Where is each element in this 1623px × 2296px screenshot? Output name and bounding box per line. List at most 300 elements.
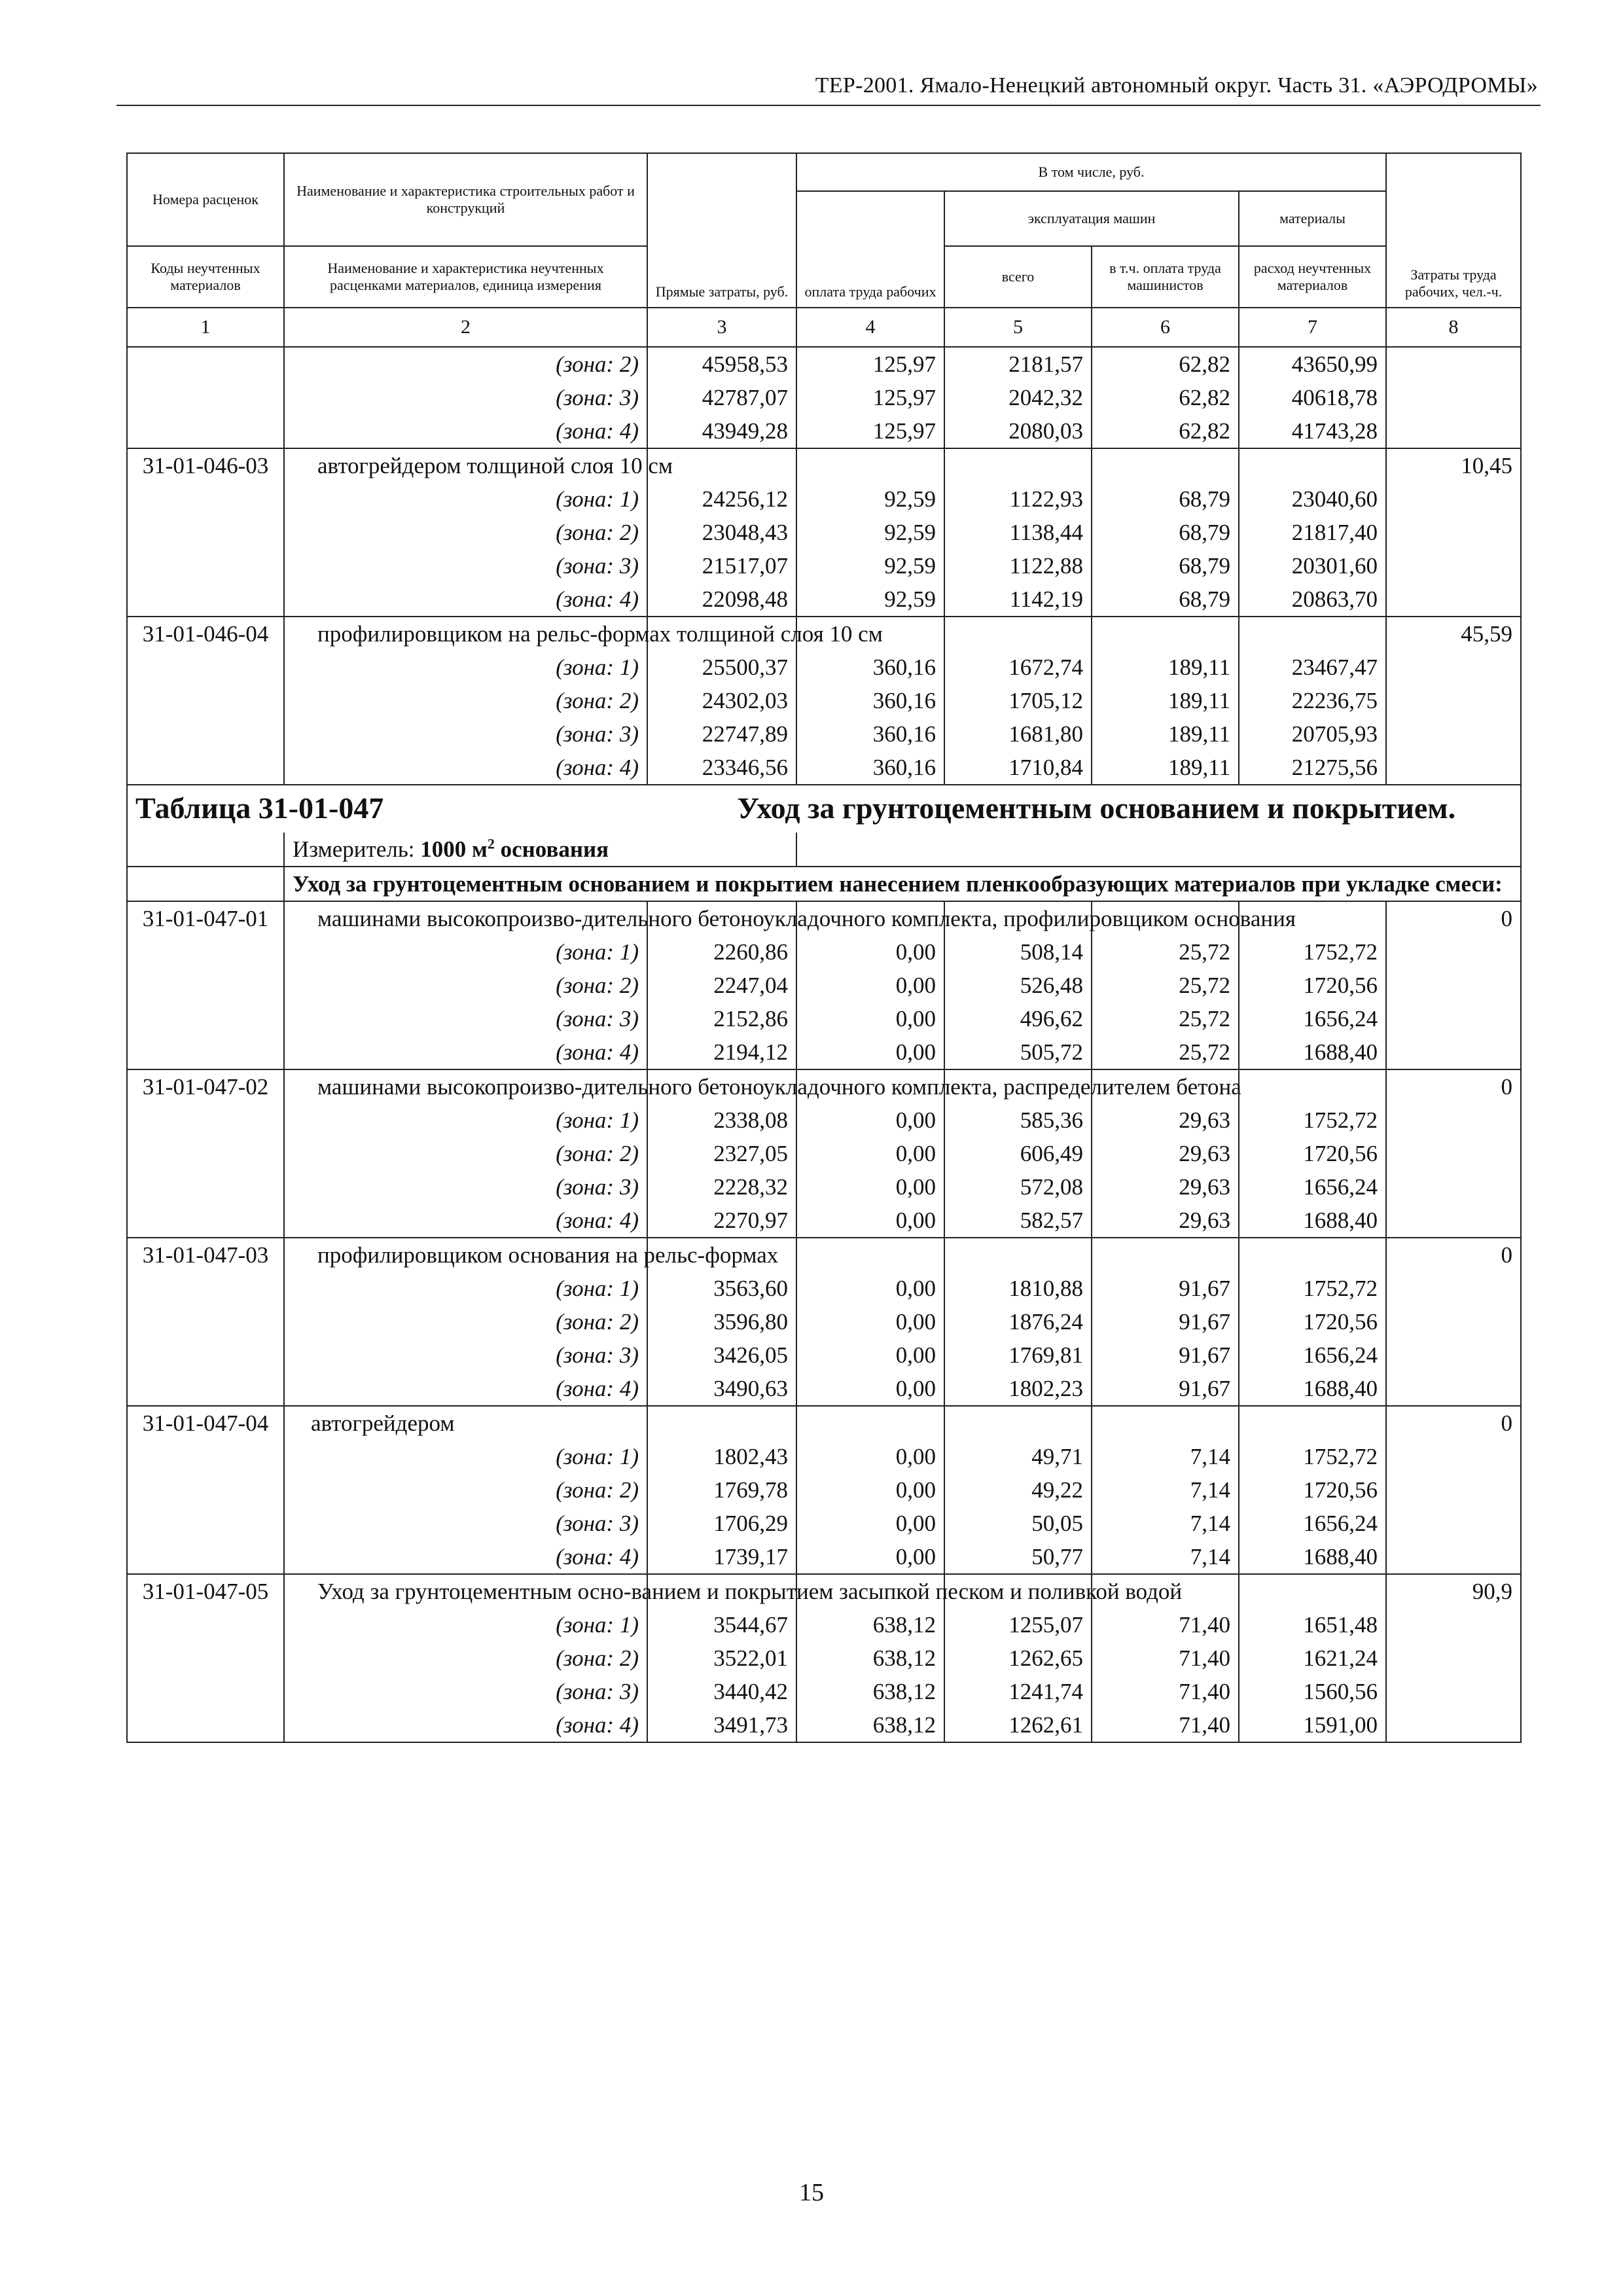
table-row (127, 1641, 1521, 1675)
value-cell: 23467,47 (1239, 651, 1386, 684)
table-row (127, 935, 1521, 969)
value-cell: 22236,75 (1239, 684, 1386, 717)
value-cell: 0,00 (796, 1440, 944, 1473)
empty-cell (796, 1238, 944, 1272)
value-cell: 2260,86 (647, 935, 796, 969)
empty-cell (1386, 969, 1521, 1002)
empty-cell (127, 583, 284, 617)
value-cell: 7,14 (1092, 1473, 1239, 1507)
empty-cell (1386, 1641, 1521, 1675)
value-cell: 71,40 (1092, 1675, 1239, 1708)
table-row (127, 901, 1521, 935)
zone-label: (зона: 3) (284, 1675, 647, 1708)
empty-cell (1092, 1238, 1239, 1272)
value-cell: 29,63 (1092, 1204, 1239, 1238)
table-row (127, 583, 1521, 617)
header-machines-labor: в т.ч. оплата труда машинистов (1092, 246, 1239, 308)
page-number: 15 (799, 2179, 824, 2206)
value-cell: 50,77 (944, 1540, 1092, 1574)
zone-label: (зона: 2) (284, 1305, 647, 1338)
value-cell: 508,14 (944, 935, 1092, 969)
empty-cell (127, 1473, 284, 1507)
empty-cell (1386, 381, 1521, 414)
value-cell: 1688,40 (1239, 1372, 1386, 1406)
value-cell: 43949,28 (647, 414, 796, 448)
value-cell: 1672,74 (944, 651, 1092, 684)
value-cell: 1681,80 (944, 717, 1092, 751)
page-header-title: ТЕР-2001. Ямало-Ненецкий автономный округ. Часть 31. «АЭРОДРОМЫ» (815, 73, 1538, 98)
empty-cell (1386, 1103, 1521, 1137)
table-row (127, 684, 1521, 717)
value-cell: 21275,56 (1239, 751, 1386, 785)
table-row (127, 1069, 1521, 1103)
value-cell: 2042,32 (944, 381, 1092, 414)
value-cell: 50,05 (944, 1507, 1092, 1540)
zone-label: (зона: 4) (284, 1708, 647, 1742)
header-num: 4 (796, 308, 944, 347)
value-cell: 2327,05 (647, 1137, 796, 1170)
value-cell: 189,11 (1092, 751, 1239, 785)
empty-cell (796, 1406, 944, 1440)
value-cell: 92,59 (796, 549, 944, 583)
empty-cell (1386, 347, 1521, 381)
empty-cell (1386, 1507, 1521, 1540)
empty-cell (127, 1272, 284, 1305)
value-cell: 25,72 (1092, 935, 1239, 969)
table-row (127, 1103, 1521, 1137)
value-cell: 1656,24 (1239, 1507, 1386, 1540)
value-cell: 1262,61 (944, 1708, 1092, 1742)
value-cell: 0,00 (796, 1035, 944, 1069)
empty-cell (1239, 1574, 1386, 1608)
value-cell: 125,97 (796, 414, 944, 448)
empty-cell (127, 516, 284, 549)
table-row (127, 1540, 1521, 1574)
empty-cell (1386, 717, 1521, 751)
value-cell: 3490,63 (647, 1372, 796, 1406)
value-cell: 24256,12 (647, 482, 796, 516)
zone-label: (зона: 2) (284, 969, 647, 1002)
value-cell: 638,12 (796, 1708, 944, 1742)
table-row (127, 969, 1521, 1002)
header-num: 5 (944, 308, 1092, 347)
table-row (127, 1574, 1521, 1608)
value-cell: 1705,12 (944, 684, 1092, 717)
value-cell: 62,82 (1092, 381, 1239, 414)
empty-cell (127, 1204, 284, 1238)
value-cell: 2181,57 (944, 347, 1092, 381)
empty-cell (127, 1507, 284, 1540)
value-cell: 3544,67 (647, 1608, 796, 1641)
value-cell: 1720,56 (1239, 1137, 1386, 1170)
value-cell: 638,12 (796, 1641, 944, 1675)
table-row (127, 1170, 1521, 1204)
empty-cell (127, 381, 284, 414)
labor-cost: 0 (1386, 901, 1521, 935)
table-body-bottom (127, 901, 1521, 1742)
value-cell: 582,57 (944, 1204, 1092, 1238)
measure-spacer (127, 833, 284, 867)
empty-cell (127, 751, 284, 785)
empty-cell (1386, 1608, 1521, 1641)
value-cell: 20705,93 (1239, 717, 1386, 751)
rate-name: профилировщиком на рельс-формах толщиной слоя 10 см (284, 617, 647, 651)
rate-code: 31-01-047-04 (127, 1406, 284, 1440)
value-cell: 68,79 (1092, 583, 1239, 617)
value-cell: 25,72 (1092, 1035, 1239, 1069)
value-cell: 2080,03 (944, 414, 1092, 448)
value-cell: 1688,40 (1239, 1540, 1386, 1574)
measure-spacer (796, 833, 1521, 867)
value-cell: 189,11 (1092, 651, 1239, 684)
empty-cell (1386, 1473, 1521, 1507)
zone-label: (зона: 3) (284, 1507, 647, 1540)
empty-cell (1386, 1137, 1521, 1170)
zone-label: (зона: 1) (284, 1272, 647, 1305)
value-cell: 92,59 (796, 482, 944, 516)
empty-cell (127, 414, 284, 448)
header-num: 6 (1092, 308, 1239, 347)
empty-cell (1386, 1305, 1521, 1338)
value-cell: 1122,93 (944, 482, 1092, 516)
header-col3: Прямые затраты, руб. (647, 153, 796, 308)
empty-cell (127, 717, 284, 751)
empty-cell (127, 1675, 284, 1708)
table-body-top (127, 347, 1521, 785)
empty-cell (127, 935, 284, 969)
value-cell: 1591,00 (1239, 1708, 1386, 1742)
table-row (127, 1440, 1521, 1473)
zone-label: (зона: 1) (284, 482, 647, 516)
header-machines-total: всего (944, 246, 1092, 308)
table-row (127, 1002, 1521, 1035)
empty-cell (127, 1035, 284, 1069)
value-cell: 22098,48 (647, 583, 796, 617)
empty-cell (1239, 1238, 1386, 1272)
section-title: Уход за грунтоцементным основанием и покрытием. (737, 791, 1456, 825)
value-cell: 49,22 (944, 1473, 1092, 1507)
empty-cell (1386, 1002, 1521, 1035)
rate-name: профилировщиком основания на рельс-формах (284, 1238, 647, 1272)
table-row (127, 1305, 1521, 1338)
value-cell: 41743,28 (1239, 414, 1386, 448)
value-cell: 0,00 (796, 1137, 944, 1170)
section-subtitle: Уход за грунтоцементным основанием и покрытием нанесением пленкообразующих материалов при укладке смеси: (284, 867, 1521, 901)
labor-cost: 10,45 (1386, 448, 1521, 482)
empty-cell (1386, 549, 1521, 583)
value-cell: 71,40 (1092, 1708, 1239, 1742)
empty-cell (1386, 1440, 1521, 1473)
labor-cost: 0 (1386, 1069, 1521, 1103)
empty-cell (1386, 1338, 1521, 1372)
value-cell: 29,63 (1092, 1103, 1239, 1137)
value-cell: 21517,07 (647, 549, 796, 583)
empty-cell (1386, 1540, 1521, 1574)
value-cell: 3596,80 (647, 1305, 796, 1338)
labor-cost: 0 (1386, 1406, 1521, 1440)
value-cell: 45958,53 (647, 347, 796, 381)
value-cell: 1122,88 (944, 549, 1092, 583)
header-rule (116, 105, 1541, 106)
table-row (127, 1708, 1521, 1742)
value-cell: 1262,65 (944, 1641, 1092, 1675)
labor-cost: 0 (1386, 1238, 1521, 1272)
value-cell: 3522,01 (647, 1641, 796, 1675)
value-cell: 0,00 (796, 1002, 944, 1035)
empty-cell (127, 1170, 284, 1204)
value-cell: 1752,72 (1239, 935, 1386, 969)
empty-cell (1386, 482, 1521, 516)
value-cell: 91,67 (1092, 1272, 1239, 1305)
value-cell: 1706,29 (647, 1507, 796, 1540)
rate-name: машинами высокопроизво-дительного бетоноукладочного комплекта, распределителем бетона (284, 1069, 647, 1103)
value-cell: 3563,60 (647, 1272, 796, 1305)
header-labor-workers: оплата труда рабочих (796, 191, 944, 308)
value-cell: 526,48 (944, 969, 1092, 1002)
value-cell: 42787,07 (647, 381, 796, 414)
header-num: 8 (1386, 308, 1521, 347)
empty-cell (127, 1103, 284, 1137)
empty-cell (127, 1338, 284, 1372)
value-cell: 92,59 (796, 583, 944, 617)
empty-cell (1386, 1204, 1521, 1238)
value-cell: 125,97 (796, 347, 944, 381)
value-cell: 7,14 (1092, 1440, 1239, 1473)
header-col1-top: Номера расценок (127, 153, 284, 246)
value-cell: 0,00 (796, 1204, 944, 1238)
value-cell: 29,63 (1092, 1137, 1239, 1170)
empty-cell (1386, 1272, 1521, 1305)
zone-label: (зона: 4) (284, 414, 647, 448)
value-cell: 3426,05 (647, 1338, 796, 1372)
measure-unit: Измеритель: 1000 $м^2$ основания (284, 833, 796, 867)
empty-cell (1386, 583, 1521, 617)
zone-label: (зона: 3) (284, 1338, 647, 1372)
empty-cell (127, 549, 284, 583)
value-cell: 62,82 (1092, 414, 1239, 448)
labor-cost: 90,9 (1386, 1574, 1521, 1608)
value-cell: 0,00 (796, 1338, 944, 1372)
empty-cell (127, 1002, 284, 1035)
zone-label: (зона: 3) (284, 381, 647, 414)
value-cell: 68,79 (1092, 516, 1239, 549)
value-cell: 25,72 (1092, 1002, 1239, 1035)
table-row (127, 1473, 1521, 1507)
header-materials-unaccounted: расход неучтенных материалов (1239, 246, 1386, 308)
table-row (127, 516, 1521, 549)
rate-code: 31-01-047-03 (127, 1238, 284, 1272)
value-cell: 91,67 (1092, 1305, 1239, 1338)
value-cell: 1656,24 (1239, 1002, 1386, 1035)
zone-label: (зона: 4) (284, 1372, 647, 1406)
value-cell: 1802,23 (944, 1372, 1092, 1406)
empty-cell (1092, 617, 1239, 651)
subtitle-spacer (127, 867, 284, 901)
empty-cell (1386, 1170, 1521, 1204)
value-cell: 7,14 (1092, 1540, 1239, 1574)
rates-table (126, 152, 1522, 1743)
table-row (127, 1507, 1521, 1540)
value-cell: 29,63 (1092, 1170, 1239, 1204)
table-row (127, 1272, 1521, 1305)
empty-cell (796, 448, 944, 482)
value-cell: 0,00 (796, 1540, 944, 1574)
empty-cell (944, 1238, 1092, 1272)
header-num: 2 (284, 308, 647, 347)
zone-label: (зона: 1) (284, 1608, 647, 1641)
value-cell: 1802,43 (647, 1440, 796, 1473)
zone-label: (зона: 1) (284, 1103, 647, 1137)
empty-cell (1386, 1035, 1521, 1069)
empty-cell (1386, 1372, 1521, 1406)
section-block (127, 785, 1521, 901)
value-cell: 68,79 (1092, 482, 1239, 516)
value-cell: 22747,89 (647, 717, 796, 751)
empty-cell (127, 684, 284, 717)
value-cell: 23346,56 (647, 751, 796, 785)
value-cell: 1688,40 (1239, 1035, 1386, 1069)
empty-cell (127, 1372, 284, 1406)
empty-cell (1239, 1406, 1386, 1440)
value-cell: 2152,86 (647, 1002, 796, 1035)
table-row (127, 1406, 1521, 1440)
zone-label: (зона: 3) (284, 717, 647, 751)
empty-cell (1386, 1708, 1521, 1742)
empty-cell (127, 969, 284, 1002)
value-cell: 0,00 (796, 969, 944, 1002)
value-cell: 24302,03 (647, 684, 796, 717)
rate-code: 31-01-046-04 (127, 617, 284, 651)
value-cell: 1752,72 (1239, 1272, 1386, 1305)
rate-name: машинами высокопроизво-дительного бетоноукладочного комплекта, профилировщиком основания (284, 901, 647, 935)
value-cell: 20301,60 (1239, 549, 1386, 583)
value-cell: 62,82 (1092, 347, 1239, 381)
rate-code: 31-01-047-05 (127, 1574, 284, 1608)
rate-code: 31-01-047-01 (127, 901, 284, 935)
value-cell: 1560,56 (1239, 1675, 1386, 1708)
value-cell: 606,49 (944, 1137, 1092, 1170)
value-cell: 1769,81 (944, 1338, 1092, 1372)
value-cell: 1241,74 (944, 1675, 1092, 1708)
value-cell: 1255,07 (944, 1608, 1092, 1641)
rate-code: 31-01-046-03 (127, 448, 284, 482)
empty-cell (127, 1641, 284, 1675)
zone-label: (зона: 2) (284, 516, 647, 549)
value-cell: 43650,99 (1239, 347, 1386, 381)
value-cell: 1752,72 (1239, 1103, 1386, 1137)
empty-cell (1239, 617, 1386, 651)
table-row (127, 549, 1521, 583)
zone-label: (зона: 2) (284, 347, 647, 381)
zone-label: (зона: 4) (284, 583, 647, 617)
zone-label: (зона: 2) (284, 1473, 647, 1507)
section-heading (127, 785, 1521, 833)
empty-cell (1386, 1675, 1521, 1708)
value-cell: 189,11 (1092, 684, 1239, 717)
table-row (127, 751, 1521, 785)
header-materials: материалы (1239, 191, 1386, 246)
value-cell: 25,72 (1092, 969, 1239, 1002)
rate-name: автогрейдером толщиной слоя 10 см (284, 448, 647, 482)
value-cell: 585,36 (944, 1103, 1092, 1137)
header-num: 7 (1239, 308, 1386, 347)
table-row (127, 448, 1521, 482)
value-cell: 1720,56 (1239, 1305, 1386, 1338)
value-cell: 1651,48 (1239, 1608, 1386, 1641)
table-row (127, 482, 1521, 516)
table-row (127, 1608, 1521, 1641)
header-num: 3 (647, 308, 796, 347)
empty-cell (127, 1708, 284, 1742)
zone-label: (зона: 4) (284, 751, 647, 785)
table-row (127, 1675, 1521, 1708)
zone-label: (зона: 4) (284, 1204, 647, 1238)
table-row (127, 381, 1521, 414)
empty-cell (1386, 651, 1521, 684)
table-row (127, 617, 1521, 651)
value-cell: 2247,04 (647, 969, 796, 1002)
value-cell: 71,40 (1092, 1641, 1239, 1675)
value-cell: 189,11 (1092, 717, 1239, 751)
section-label: Таблица 31-01-047 (135, 791, 384, 825)
table-header (127, 153, 1521, 347)
table-row (127, 651, 1521, 684)
value-cell: 1720,56 (1239, 1473, 1386, 1507)
value-cell: 1720,56 (1239, 969, 1386, 1002)
value-cell: 1656,24 (1239, 1338, 1386, 1372)
value-cell: 20863,70 (1239, 583, 1386, 617)
empty-cell (647, 1406, 796, 1440)
value-cell: 1710,84 (944, 751, 1092, 785)
value-cell: 25500,37 (647, 651, 796, 684)
value-cell: 360,16 (796, 684, 944, 717)
rate-name: автогрейдером (284, 1406, 647, 1440)
table-row (127, 1338, 1521, 1372)
rate-name: Уход за грунтоцементным осно-ванием и покрытием засыпкой песком и поливкой водой (284, 1574, 647, 1608)
value-cell: 49,71 (944, 1440, 1092, 1473)
value-cell: 23048,43 (647, 516, 796, 549)
labor-cost: 45,59 (1386, 617, 1521, 651)
value-cell: 1688,40 (1239, 1204, 1386, 1238)
value-cell: 360,16 (796, 751, 944, 785)
value-cell: 1621,24 (1239, 1641, 1386, 1675)
value-cell: 92,59 (796, 516, 944, 549)
empty-cell (127, 1440, 284, 1473)
value-cell: 2194,12 (647, 1035, 796, 1069)
value-cell: 91,67 (1092, 1372, 1239, 1406)
zone-label: (зона: 3) (284, 549, 647, 583)
empty-cell (127, 347, 284, 381)
empty-cell (1092, 1406, 1239, 1440)
value-cell: 1138,44 (944, 516, 1092, 549)
value-cell: 2270,97 (647, 1204, 796, 1238)
value-cell: 1752,72 (1239, 1440, 1386, 1473)
table-row (127, 347, 1521, 381)
value-cell: 2228,32 (647, 1170, 796, 1204)
value-cell: 0,00 (796, 1305, 944, 1338)
empty-cell (1386, 684, 1521, 717)
value-cell: 572,08 (944, 1170, 1092, 1204)
value-cell: 1656,24 (1239, 1170, 1386, 1204)
value-cell: 21817,40 (1239, 516, 1386, 549)
empty-cell (1386, 414, 1521, 448)
zone-label: (зона: 4) (284, 1540, 647, 1574)
table-row (127, 1238, 1521, 1272)
value-cell: 1739,17 (647, 1540, 796, 1574)
table-row (127, 1137, 1521, 1170)
value-cell: 68,79 (1092, 549, 1239, 583)
value-cell: 23040,60 (1239, 482, 1386, 516)
